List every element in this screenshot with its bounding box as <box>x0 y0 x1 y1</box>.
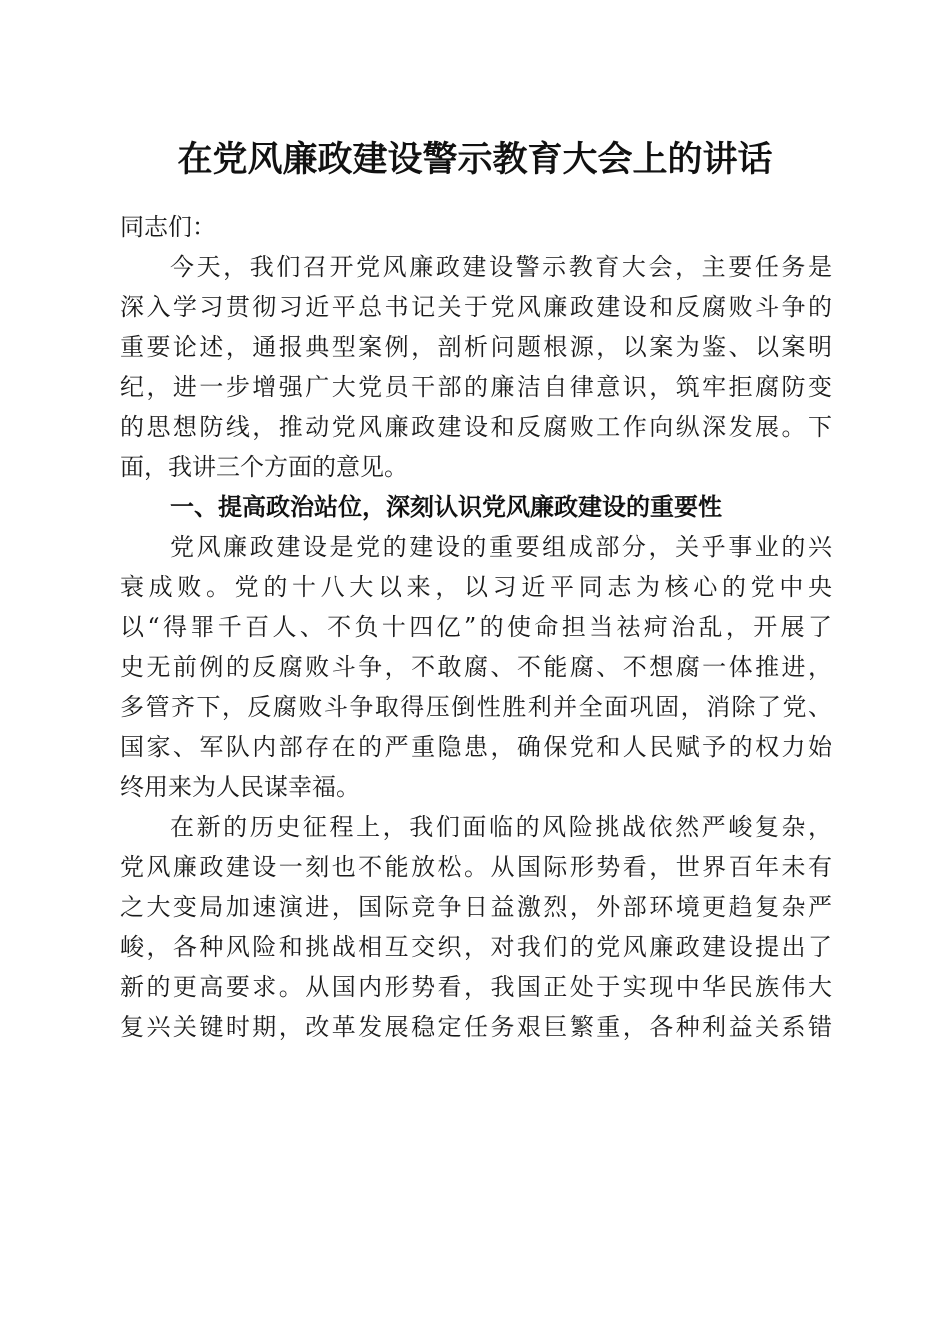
paragraph-line: 在新的历史征程上，我们面临的风险挑战依然严峻复杂， <box>170 813 832 841</box>
paragraph-line: 的思想防线，推动党风廉政建设和反腐败工作向纵深发展。下 <box>120 413 832 441</box>
paragraph-line: 衰成败。党的十八大以来，以习近平同志为核心的党中央 <box>120 573 832 601</box>
paragraph-line: 国家、军队内部存在的严重隐患，确保党和人民赋予的权力始 <box>120 733 832 761</box>
paragraph-line: 党风廉政建设是党的建设的重要组成部分，关乎事业的兴 <box>170 533 832 561</box>
paragraph-line: 深入学习贯彻习近平总书记关于党风廉政建设和反腐败斗争的 <box>120 293 832 321</box>
paragraph-line: 重要论述，通报典型案例，剖析问题根源，以案为鉴、以案明 <box>120 333 832 361</box>
paragraph-line: 多管齐下，反腐败斗争取得压倒性胜利并全面巩固，消除了党、 <box>120 693 832 721</box>
paragraph-intro <box>120 247 832 487</box>
paragraph-situation <box>120 807 832 1047</box>
paragraph-line: 峻，各种风险和挑战相互交织，对我们的党风廉政建设提出了 <box>120 933 832 961</box>
paragraph-importance <box>120 527 832 807</box>
paragraph-line: 党风廉政建设一刻也不能放松。从国际形势看，世界百年未有 <box>120 853 832 881</box>
paragraph-line: 以“得罪千百人、不负十四亿”的使命担当祛疴治乱，开展了 <box>120 613 832 641</box>
section-heading: 一、提高政治站位，深刻认识党风廉政建设的重要性 <box>170 493 722 521</box>
document-body <box>120 207 832 1047</box>
paragraph-line: 纪，进一步增强广大党员干部的廉洁自律意识，筑牢拒腐防变 <box>120 373 832 401</box>
paragraph-line: 新的更高要求。从国内形势看，我国正处于实现中华民族伟大 <box>120 973 832 1001</box>
paragraph-line: 终用来为人民谋幸福。 <box>120 773 360 801</box>
paragraph-line: 今天，我们召开党风廉政建设警示教育大会，主要任务是 <box>170 253 832 281</box>
paragraph-line: 面，我讲三个方面的意见。 <box>120 453 408 481</box>
salutation: 同志们： <box>120 213 216 241</box>
paragraph-line: 史无前例的反腐败斗争，不敢腐、不能腐、不想腐一体推进， <box>120 653 832 681</box>
document-title: 在党风廉政建设警示教育大会上的讲话 <box>177 139 773 180</box>
paragraph-line: 之大变局加速演进，国际竞争日益激烈，外部环境更趋复杂严 <box>120 893 832 921</box>
paragraph-line: 复兴关键时期，改革发展稳定任务艰巨繁重，各种利益关系错 <box>120 1013 832 1041</box>
